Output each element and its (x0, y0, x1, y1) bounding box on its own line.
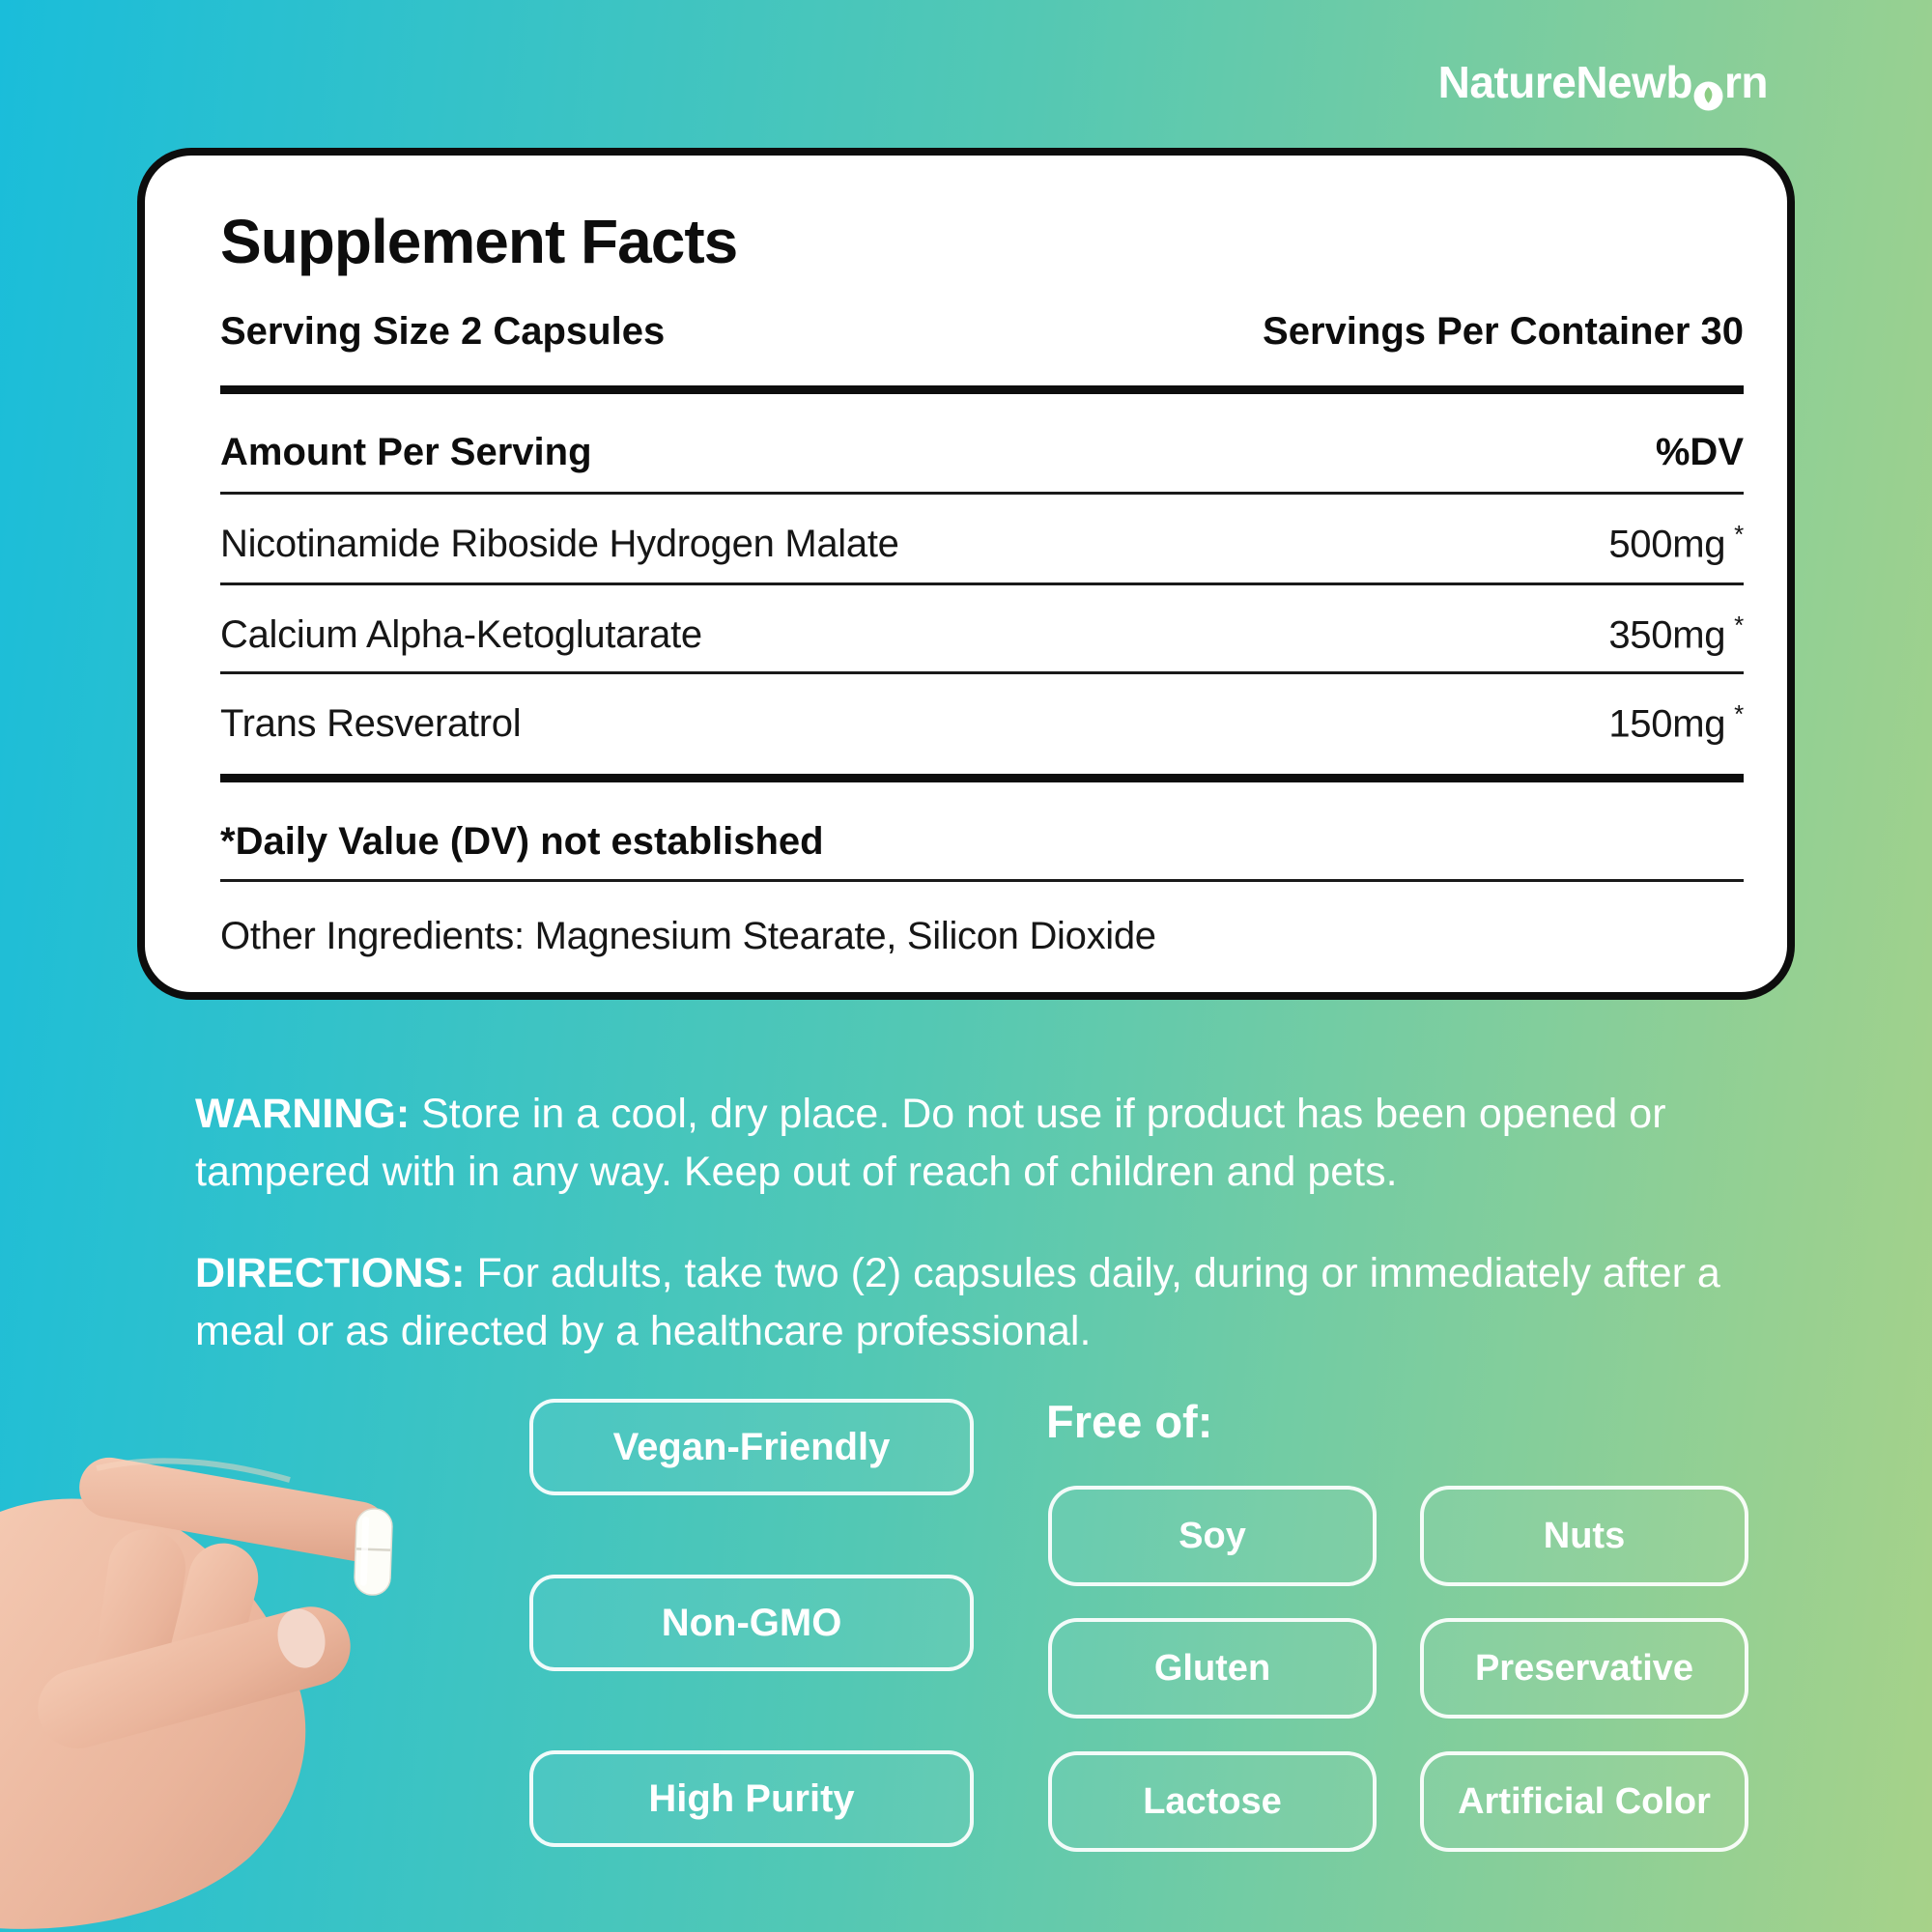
badge-free-artificial-color: Artificial Color (1420, 1751, 1748, 1852)
supplement-facts-panel (137, 148, 1795, 1000)
divider-thin (220, 492, 1744, 495)
brand-logo (1438, 56, 1768, 108)
ingredient-amount: 500mg * (1608, 520, 1744, 566)
badge-non-gmo: Non-GMO (529, 1575, 974, 1671)
ingredient-name: Calcium Alpha-Ketoglutarate (220, 613, 702, 657)
warning-label: WARNING: (195, 1091, 411, 1137)
table-header-row (220, 431, 1744, 473)
divider-thin (220, 582, 1744, 585)
table-row (220, 611, 1744, 656)
table-row (220, 521, 1744, 565)
badge-free-nuts: Nuts (1420, 1486, 1748, 1586)
column-dv: %DV (1655, 431, 1744, 473)
serving-size: Serving Size 2 Capsules (220, 310, 666, 353)
badge-free-soy: Soy (1048, 1486, 1377, 1586)
brand-logo-text-post: rn (1724, 57, 1768, 107)
dv-asterisk: * (1734, 699, 1744, 728)
directions-label: DIRECTIONS: (195, 1250, 466, 1296)
divider-thin (220, 671, 1744, 674)
other-ingredients: Other Ingredients: Magnesium Stearate, Silicon Dioxide (220, 915, 1156, 957)
divider-thick (220, 774, 1744, 782)
badge-vegan-friendly: Vegan-Friendly (529, 1399, 974, 1495)
leaf-o-icon (1693, 70, 1723, 99)
table-row (220, 700, 1744, 745)
divider-thick (220, 385, 1744, 394)
hand-holding-capsule-photo (0, 1439, 425, 1932)
divider-thin (220, 879, 1744, 882)
serving-row (220, 310, 1744, 353)
badge-free-preservative: Preservative (1420, 1618, 1748, 1719)
badge-high-purity: High Purity (529, 1750, 974, 1847)
brand-logo-text-pre: NatureNewb (1437, 57, 1692, 107)
dv-asterisk: * (1734, 611, 1744, 639)
servings-per-container: Servings Per Container 30 (1263, 310, 1744, 353)
ingredient-name: Trans Resveratrol (220, 702, 522, 746)
badge-free-gluten: Gluten (1048, 1618, 1377, 1719)
badge-free-lactose: Lactose (1048, 1751, 1377, 1852)
ingredient-name: Nicotinamide Riboside Hydrogen Malate (220, 523, 899, 566)
panel-title: Supplement Facts (220, 207, 738, 276)
ingredient-amount: 150mg * (1608, 699, 1744, 746)
free-of-heading: Free of: (1046, 1396, 1213, 1447)
ingredient-amount: 350mg * (1608, 611, 1744, 657)
dv-asterisk: * (1734, 520, 1744, 549)
directions-text: DIRECTIONS: For adults, take two (2) capsules daily, during or immediately after a meal or as directed by a healthcare professional. (195, 1250, 1720, 1354)
column-amount-per-serving: Amount Per Serving (220, 431, 592, 473)
warning-text: WARNING: Store in a cool, dry place. Do not use if product has been opened or tampered with in any way. Keep out of reach of children and pets. (195, 1091, 1666, 1195)
capsule-image (354, 1508, 392, 1595)
dv-footnote: *Daily Value (DV) not established (220, 820, 824, 863)
